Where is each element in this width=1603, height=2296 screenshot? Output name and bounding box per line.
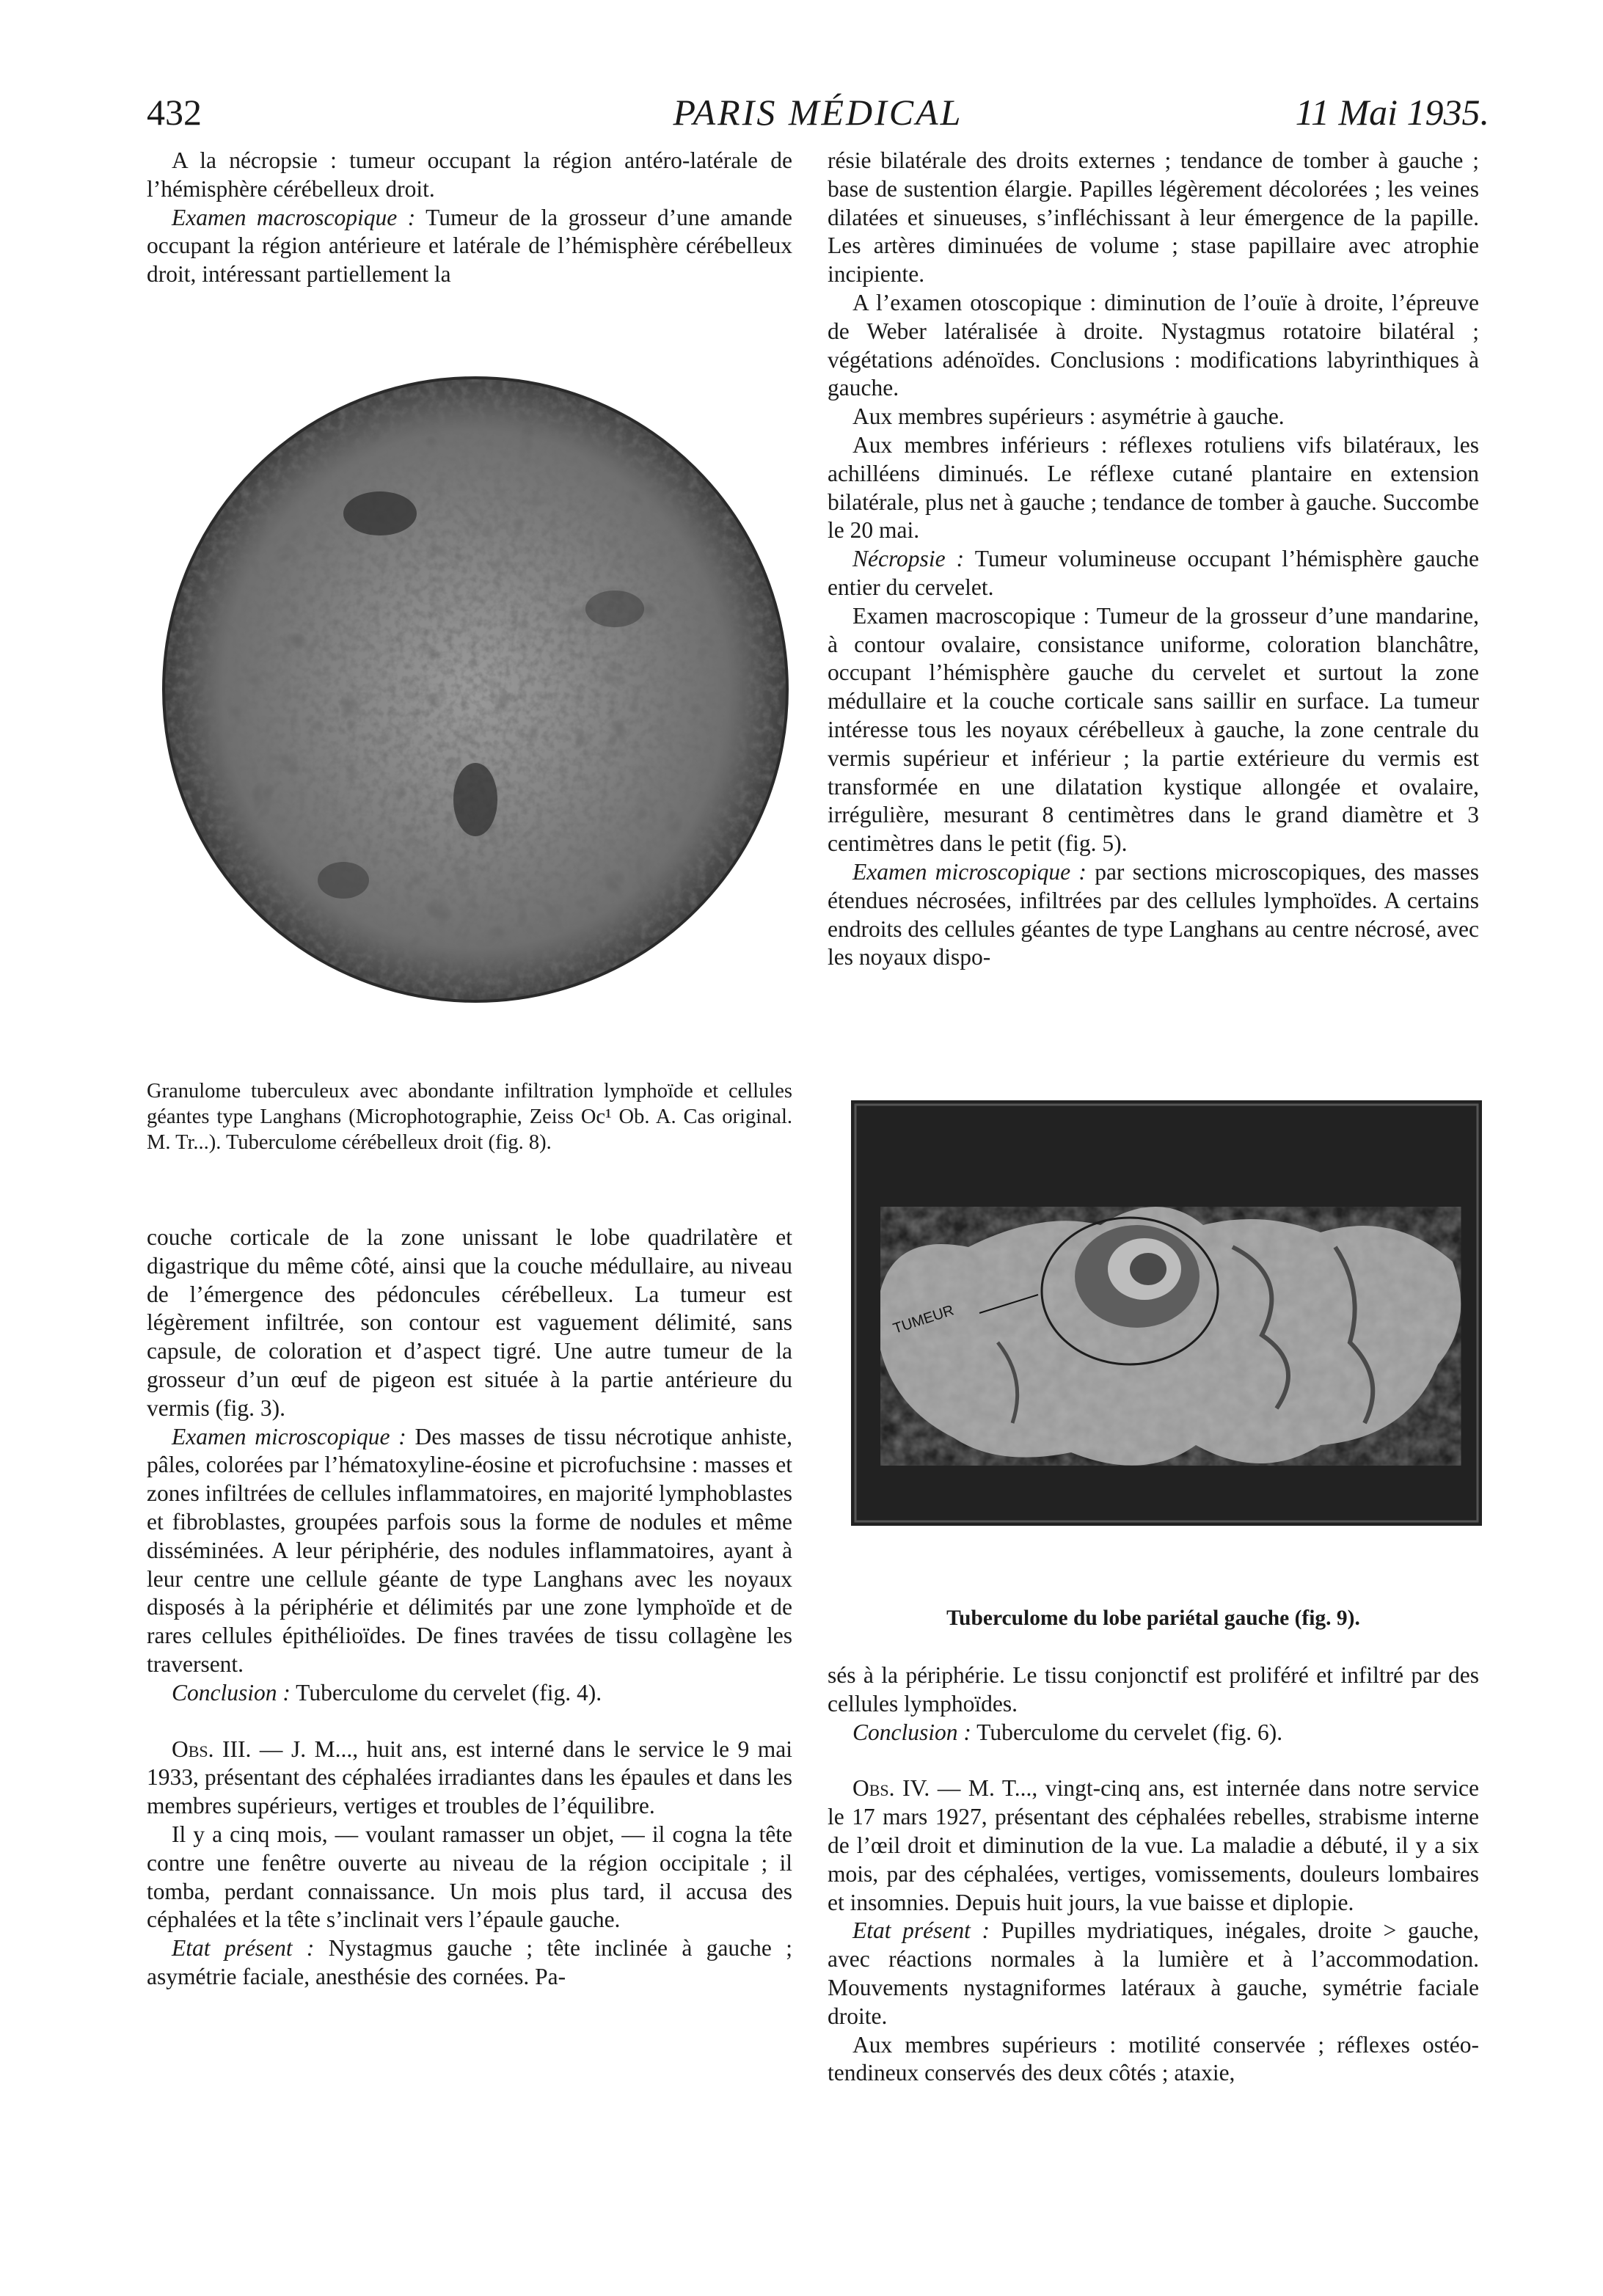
paragraph-obs-iv [828, 1774, 1479, 1917]
page-number: 432 [147, 92, 202, 133]
brain-section-photo [851, 1100, 1482, 1526]
paragraph-continuation-right: résie bilatérale des droits externes ; tendance de tomber à gauche ; base de sustention élargie. Papilles légèrement décolorées ; les veines dilatées et sinueuses, s’infléchissant à leur émergence de la papille. Les artères diminuées de volume ; stase papillaire avec atrophie incipiente. [828, 147, 1479, 288]
tumor-label: TUMEUR [891, 1302, 956, 1337]
text-etat-right: Pupilles mydriatiques, inégales, droite > gauche, avec réactions normales à la lumière et à l’accommodation. Mouvements nystagniformes latéraux à gauche, symétrie faciale droite. [828, 1917, 1480, 2029]
figure-caption-2: Tuberculome du lobe pariétal gauche (fig. 9). [946, 1606, 1360, 1630]
paragraph-macro-exam [147, 204, 792, 289]
paragraph-history: Il y a cinq mois, — voulant ramasser un objet, — il cogna la tête contre une fenêtre ouverte au niveau de la région occipitale ; il tomba, perdant connaissance. Un mois plus tard, il accusa des céphalées et la tête s’inclinait vers l’épaule gauche. [147, 1821, 792, 1933]
figure-caption-1: Granulome tuberculeux avec abondante infiltration lymphoïde et cellules géantes type Langhans (Microphotographie, Zeiss Oc¹ Ob. A. Cas original. M. Tr...). Tuberculome cérébelleux droit (fig. 8). [147, 1080, 792, 1154]
lead-macro: Examen macroscopique : [172, 204, 416, 230]
text-micro-right: par sections microscopiques, des masses étendues nécrosées, infiltrées par des cellules lymphoïdes. A certains endroits des cellules géantes de type Langhans au centre nécrosé, avec les noyaux dispo- [828, 858, 1479, 970]
paragraph-micro-exam [147, 1423, 792, 1679]
running-header [147, 87, 1489, 138]
lead-micro: Examen microscopique : [172, 1423, 406, 1449]
text-etat: Nystagmus gauche ; tête inclinée à gauche ; asymétrie faciale, anesthésie des cornées. Pa- [147, 1935, 792, 1989]
left-column-top [147, 147, 792, 289]
paragraph-etat-present [147, 1934, 792, 1992]
issue-date: 11 Mai 1935. [1295, 92, 1489, 133]
paragraph-upper-limbs: Aux membres supérieurs : asymétrie à gauche. [852, 403, 1285, 430]
micrograph-figure [160, 367, 791, 1012]
lead-obs-iv: Obs. IV. [852, 1775, 930, 1802]
lead-necropsy: Nécropsie : [852, 546, 965, 572]
paragraph-macro-right: Examen macroscopique : Tumeur de la grosseur d’une mandarine, à contour ovalaire, consistance uniforme, coloration blanchâtre, occupant l’hémisphère gauche du cervelet et surtout la zone médullaire et la couche corticale sans saillir en surface. La tumeur intéresse tous les noyaux cérébelleux à gauche, la zone centrale du vermis supérieur et inférieur ; la partie extérieure du vermis est transformée en une dilatation kystique allongée et ovalaire, irrégulière, mesurant 8 centimètres dans le grand diamètre et 3 centimètres dans le petit (fig. 5). [828, 602, 1479, 857]
lead-obs-iii: Obs. III. [172, 1736, 252, 1762]
journal-title: PARIS MÉDICAL [673, 92, 963, 133]
paragraph-micro-right [828, 858, 1479, 972]
text-obs-iii: — J. M..., huit ans, est interné dans le service le 9 mai 1933, présentant des céphalées irradiantes dans les épaules et dans les membres supérieurs, vertiges et troubles de l’équilibre. [147, 1736, 792, 1819]
paragraph-necropsy-right [828, 545, 1479, 602]
paragraph-continuation: couche corticale de la zone unissant le lobe quadrilatère et digastrique du même côté, ainsi que la couche médullaire, au niveau de l’émergence des pédoncules cérébelleux. La tumeur est légèrement infiltrée, son contour est vaguement délimité, sans capsule, de coloration et d’aspect tigré. Une autre tumeur de la grosseur d’un œuf de pigeon est située à la partie antérieure du vermis (fig. 3). [147, 1224, 792, 1421]
text-necropsy: Tumeur volumineuse occupant l’hémisphère gauche entier du cervelet. [828, 546, 1480, 600]
text-micro: Des masses de tissu nécrotique anhiste, pâles, colorées par l’hématoxyline-éosine et picrofuchsine : masses et zones infiltrées de cellules inflammatoires, en majorité lymphoblastes et fibroblastes, groupées parfois sous la forme de nodules et même disséminées. A leur périphérie, des nodules inflammatoires, ayant à leur centre une cellule géante de type Langhans avec les noyaux disposés à la périphérie et délimités par une zone lymphoïde et de rares cellules épithélioïdes. De fines travées de tissu collagène les traversent. [147, 1423, 792, 1677]
text-conclusion-right: Tuberculome du cervelet (fig. 6). [971, 1719, 1283, 1745]
right-column-bottom [828, 1661, 1479, 2088]
paragraph-lower-limbs: Aux membres inférieurs : réflexes rotuliens vifs bilatéraux, les achilléens diminués. Le réflexe cutané plantaire en extension bilatérale, plus net à gauche ; tendance de tomber à gauche. Succombe le 20 mai. [828, 431, 1479, 544]
lead-conclusion-right: Conclusion : [852, 1719, 971, 1745]
text-obs-iv: — M. T..., vingt-cinq ans, est internée dans notre service le 17 mars 1927, présentant des céphalées rebelles, strabisme interne de l’œil droit et diminution de la vue. La maladie a débuté, il y a six mois, par des céphalées, vertiges, vomissements, douleurs lombaires et insomnies. Depuis huit jours, la vue baisse et diplopie. [828, 1775, 1479, 1915]
paragraph-conclusion [147, 1679, 792, 1708]
left-column-bottom [147, 1224, 792, 1992]
paragraph-continuation-right-bottom: sés à la périphérie. Le tissu conjonctif est proliféré et infiltré par des cellules lymphoïdes. [828, 1662, 1479, 1716]
text-macro: Tumeur de la grosseur d’une amande occupant la région antérieure et latérale de l’hémisphère cérébelleux droit, intéressant partiellement la [147, 204, 792, 288]
paragraph-otoscopy: A l’examen otoscopique : diminution de l’ouïe à droite, l’épreuve de Weber latéralisée à droite. Nystagmus rotatoire bilatéral ; végétations adénoïdes. Conclusions : modifications labyrinthiques à gauche. [828, 289, 1479, 401]
paragraph-necropsy: A la nécropsie : tumeur occupant la région antéro-latérale de l’hémisphère cérébelleux droit. [147, 147, 792, 202]
lead-etat: Etat présent : [172, 1935, 315, 1962]
lead-etat-right: Etat présent : [852, 1917, 990, 1944]
text-conclusion: Tuberculome du cervelet (fig. 4). [290, 1679, 602, 1705]
paragraph-conclusion-right [828, 1719, 1479, 1747]
paragraph-obs-iii [147, 1736, 792, 1821]
right-column-top [828, 147, 1479, 972]
lead-micro-right: Examen microscopique : [852, 858, 1087, 885]
paragraph-etat-right [828, 1917, 1479, 2030]
paragraph-upper-limbs-right: Aux membres supérieurs : motilité conservée ; réflexes ostéo-tendineux conservés des deux côtés ; ataxie, [828, 2031, 1479, 2086]
lead-conclusion: Conclusion : [172, 1679, 291, 1705]
